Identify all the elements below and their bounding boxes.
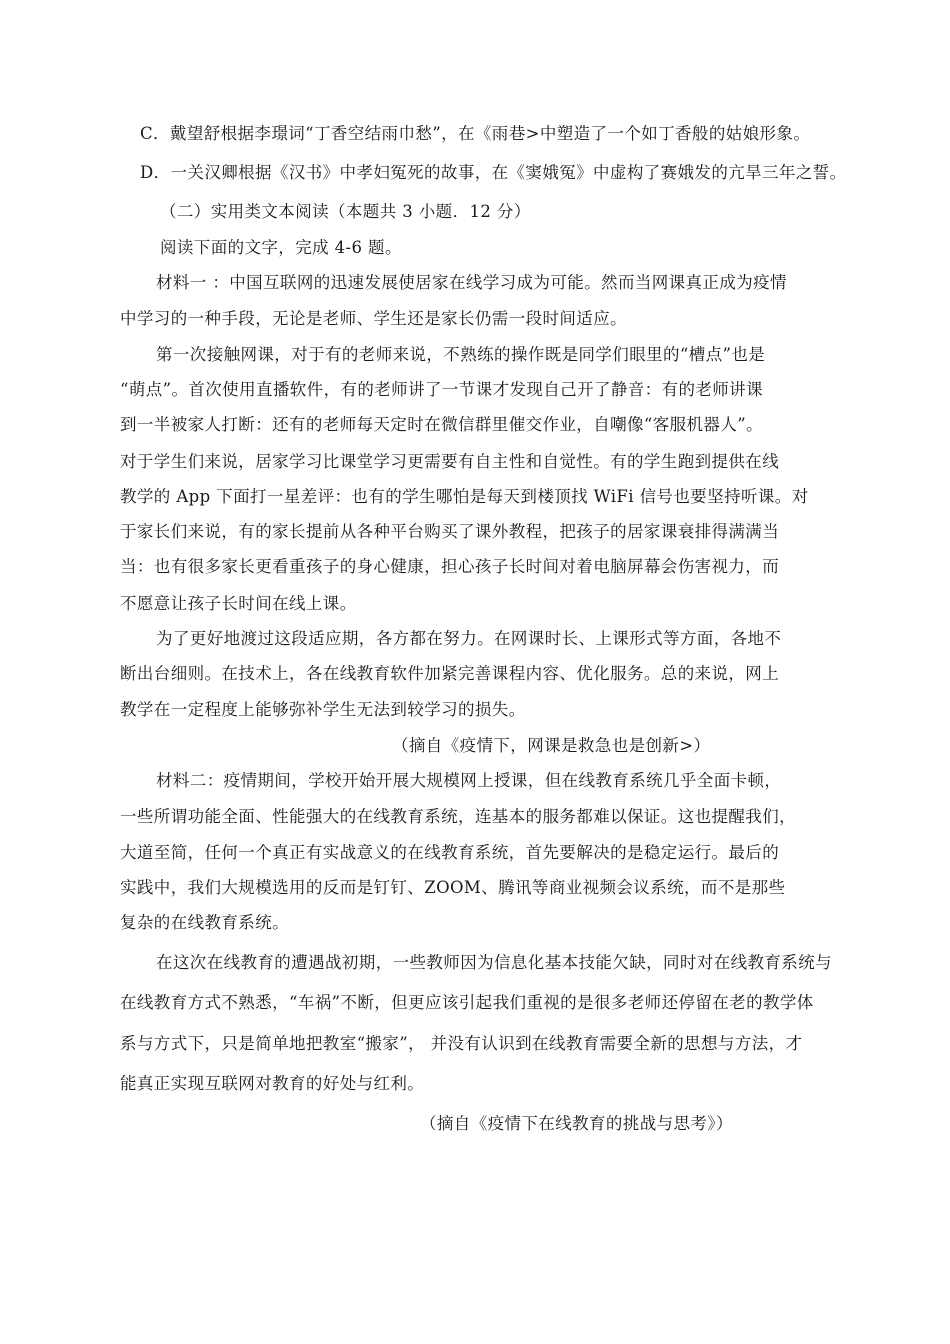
material1-line: 第一次接触网课，对于有的老师来说，不熟练的操作既是同学们眼里的“槽点”也是 [156,345,766,364]
material2-line: 一些所谓功能全面、性能强大的在线教育系统，连基本的服务都难以保证。这也提醒我们， [120,807,796,826]
material1-line: 为了更好地渡过这段适应期，各方都在努力。在网课时长、上课形式等方面，各地不 [156,629,782,648]
material2-source: （摘自《疫情下在线教育的挑战与思考》） [420,1114,733,1133]
option-d: D．一关汉卿根据《汉书》中孝妇冤死的故事，在《窦娥冤》中虚构了赛娥发的亢旱三年之誓。 [140,163,847,182]
material1-line: 不愿意让孩子长时间在线上课。 [120,594,357,613]
material1-line: 教学在一定程度上能够弥补学生无法到较学习的损失。 [120,700,526,719]
material2-line: 大道至简，任何一个真正有实战意义的在线教育系统，首先要解决的是稳定运行。最后的 [120,843,780,862]
material2-line: 复杂的在线教育系统。 [120,913,289,932]
material1-line: 教学的 App 下面打一星差评：也有的学生哪怕是每天到楼顶找 WiFi 信号也要坚持听课。对 [120,487,809,506]
material1-line: 当：也有很多家长更看重孩子的身心健康，担心孩子长时间对着电脑屏幕会伤害视力，而 [120,557,780,576]
material2-line: 材料二：疫情期间，学校开始开展大规模网上授课，但在线教育系统几乎全面卡顿， [156,771,782,790]
material2-line: 实践中，我们大规模选用的反而是钉钉、ZOOM、腾讯等商业视频会议系统，而不是那些 [120,878,786,897]
material1-line: 材料一 ：中国互联网的迅速发展使居家在线学习成为可能。然而当网课真正成为疫情 [156,273,787,292]
material2-line: 在线教育方式不熟悉，“车祸”不断，但更应该引起我们重视的是很多老师还停留在老的教学体 [120,993,814,1012]
material1-line: “萌点”。首次使用直播软件，有的老师讲了一节课才发现自己开了静音：有的老师讲课 [120,380,763,399]
section-heading: （二）实用类文本阅读（本题共 3 小题．12 分） [160,202,531,221]
material1-source: （摘自《疫情下，网课是救急也是创新>） [392,736,711,755]
material2-line: 在这次在线教育的遭遇战初期，一些教师因为信息化基本技能欠缺，同时对在线教育系统与 [156,953,832,972]
material2-line: 能真正实现互联网对教育的好处与红利。 [120,1074,425,1093]
material1-line: 到一半被家人打断：还有的老师每天定时在微信群里催交作业，自嘲像“客服机器人”。 [120,415,763,434]
material1-line: 于家长们来说，有的家长提前从各种平台购买了课外教程，把孩子的居家课衰排得满满当 [120,522,780,541]
option-c: C．戴望舒根据李璟词“丁香空结雨巾愁”，在《雨巷>中塑造了一个如丁香般的姑娘形象。 [140,124,811,143]
material1-line: 断出台细则。在技术上，各在线教育软件加紧完善课程内容、优化服务。总的来说，网上 [120,664,780,683]
instruction: 阅读下面的文字，完成 4-6 题。 [160,238,402,257]
material1-line: 中学习的一种手段，无论是老师、学生还是家长仍需一段时间适应。 [120,309,627,328]
material1-line: 对于学生们来说，居家学习比课堂学习更需要有自主性和自觉性。有的学生跑到提供在线 [120,452,780,471]
material2-line: 系与方式下，只是简单地把教室“搬家”， 并没有认识到在线教育需要全新的思想与方法，才 [120,1034,803,1053]
